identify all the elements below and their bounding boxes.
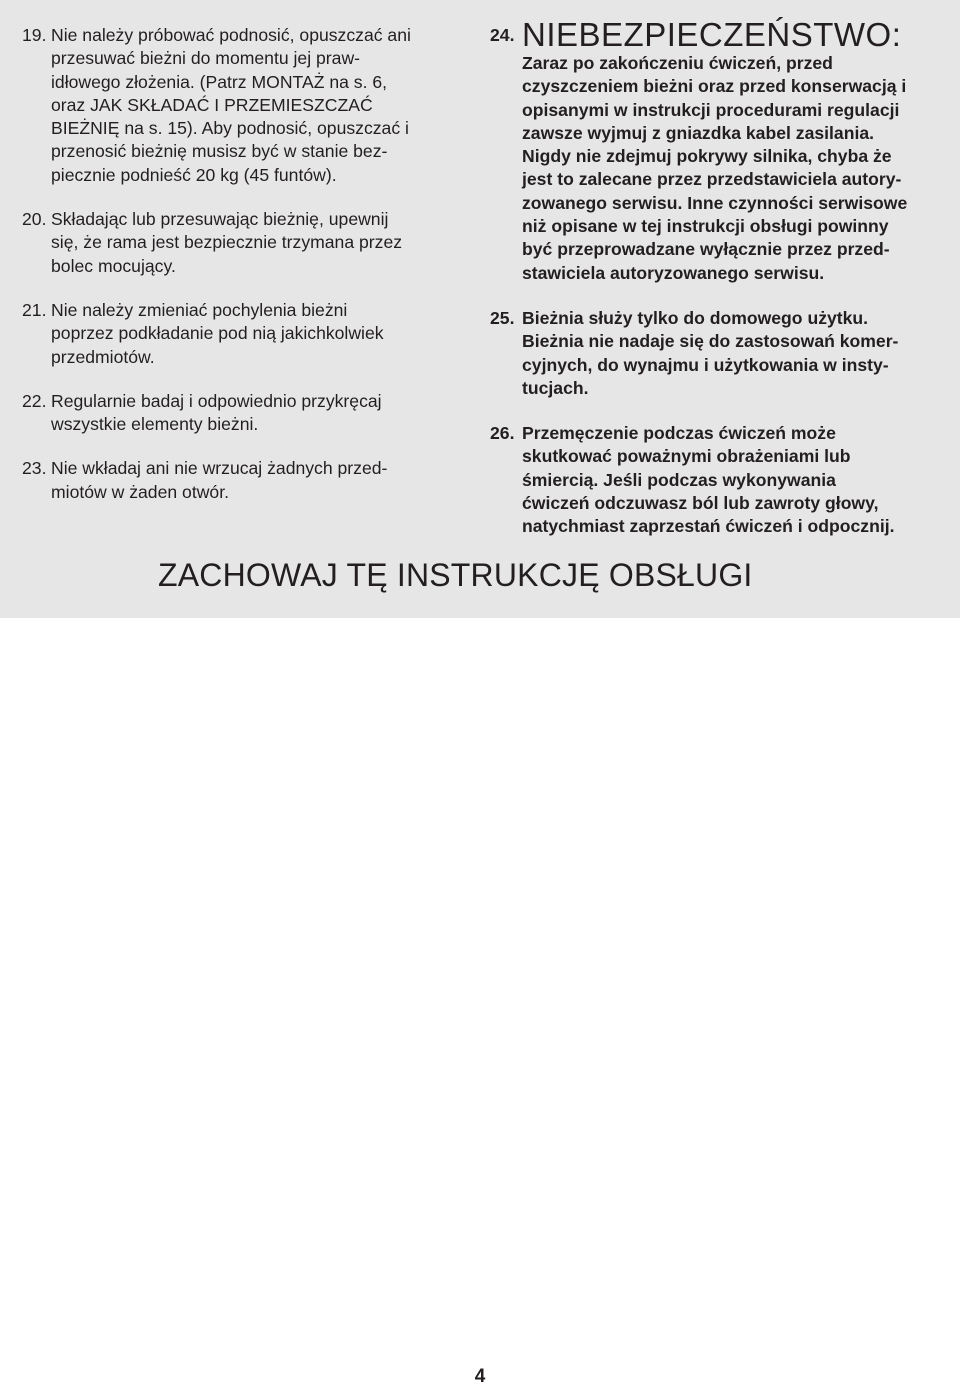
item-number: 23. <box>22 458 47 479</box>
item-number: 26. <box>490 423 515 444</box>
item-text: Nie wkładaj ani nie wrzucaj żadnych przed- miotów w żaden otwór. <box>51 458 388 502</box>
left-column <box>22 24 478 525</box>
item-text: Zaraz po zakończeniu ćwiczeń, przed czyszczeniem bieżni oraz przed konserwacją i opisanymi w instrukcji procedurami regulacji zawsze wyjmuj z gniazdka kabel zasilania. Nigdy nie zdejmuj pokrywy silnika, chyba że jest to zalecane przez przedstawiciela autory- zowanego serwisu. Inne czynności serwisowe niż opisane w tej instrukcji obsługi powinny być przeprowadzane wyłącznie przez przed- stawiciela autoryzowanego serwisu. <box>522 53 908 283</box>
item-number: 21. <box>22 299 47 320</box>
item-text: Regularnie badaj i odpowiednio przykręcaj wszystkie elementy bieżni. <box>51 390 382 435</box>
item-number: 25. <box>490 307 515 328</box>
instruction-item-26 <box>490 422 950 538</box>
instruction-item-21 <box>22 299 478 369</box>
instruction-item-19 <box>22 24 478 187</box>
instruction-item-25 <box>490 307 950 400</box>
instruction-item-24 <box>490 16 950 285</box>
item-number: 22. <box>22 390 47 411</box>
item-text: Bieżnia służy tylko do domowego użytku. Bieżnia nie nadaje się do zastosowań komer- cyjnych, do wynajmu i użytkowania w insty- tucjach. <box>522 307 899 398</box>
instruction-item-23 <box>22 457 478 504</box>
item-text: Przemęczenie podczas ćwiczeń może skutkować poważnymi obrażeniami lub śmiercią. Jeśli podczas wykonywania ćwiczeń odczuwasz ból lub zawroty głowy, natychmiast zaprzestań ćwiczeń i odpocznij. <box>522 423 895 537</box>
instruction-item-20 <box>22 208 478 278</box>
item-text: Nie należy próbować podnosić, opuszczać ani przesuwać bieżni do momentu jej praw- idłowego złożenia. (Patrz MONTAŻ na s. 6, oraz JAK SKŁADAĆ I PRZEMIESZCZAĆ BIEŻNIĘ na s. 15). Aby podnosić, opuszczać i przenosić bieżnię musisz być w stanie bez- piecznie podnieść 20 kg (45 funtów). <box>51 25 411 185</box>
item-text: Nie należy zmieniać pochylenia bieżni poprzez podkładanie pod nią jakichkolwiek przedmiotów. <box>51 299 384 367</box>
instruction-item-22 <box>22 390 478 437</box>
instructions-panel <box>0 0 960 618</box>
item-number: 20. <box>22 209 47 230</box>
right-column <box>490 16 950 560</box>
item-text: Składając lub przesuwając bieżnię, upewnij się, że rama jest bezpiecznie trzymana przez bolec mocujący. <box>51 209 403 276</box>
item-number: 19. <box>22 25 47 45</box>
save-instructions-notice: ZACHOWAJ TĘ INSTRUKCJĘ OBSŁUGI <box>158 557 753 593</box>
page-number: 4 <box>474 1366 486 1387</box>
item-number: 24. <box>490 25 515 45</box>
danger-heading: NIEBEZPIECZEŃSTWO: <box>522 16 902 53</box>
